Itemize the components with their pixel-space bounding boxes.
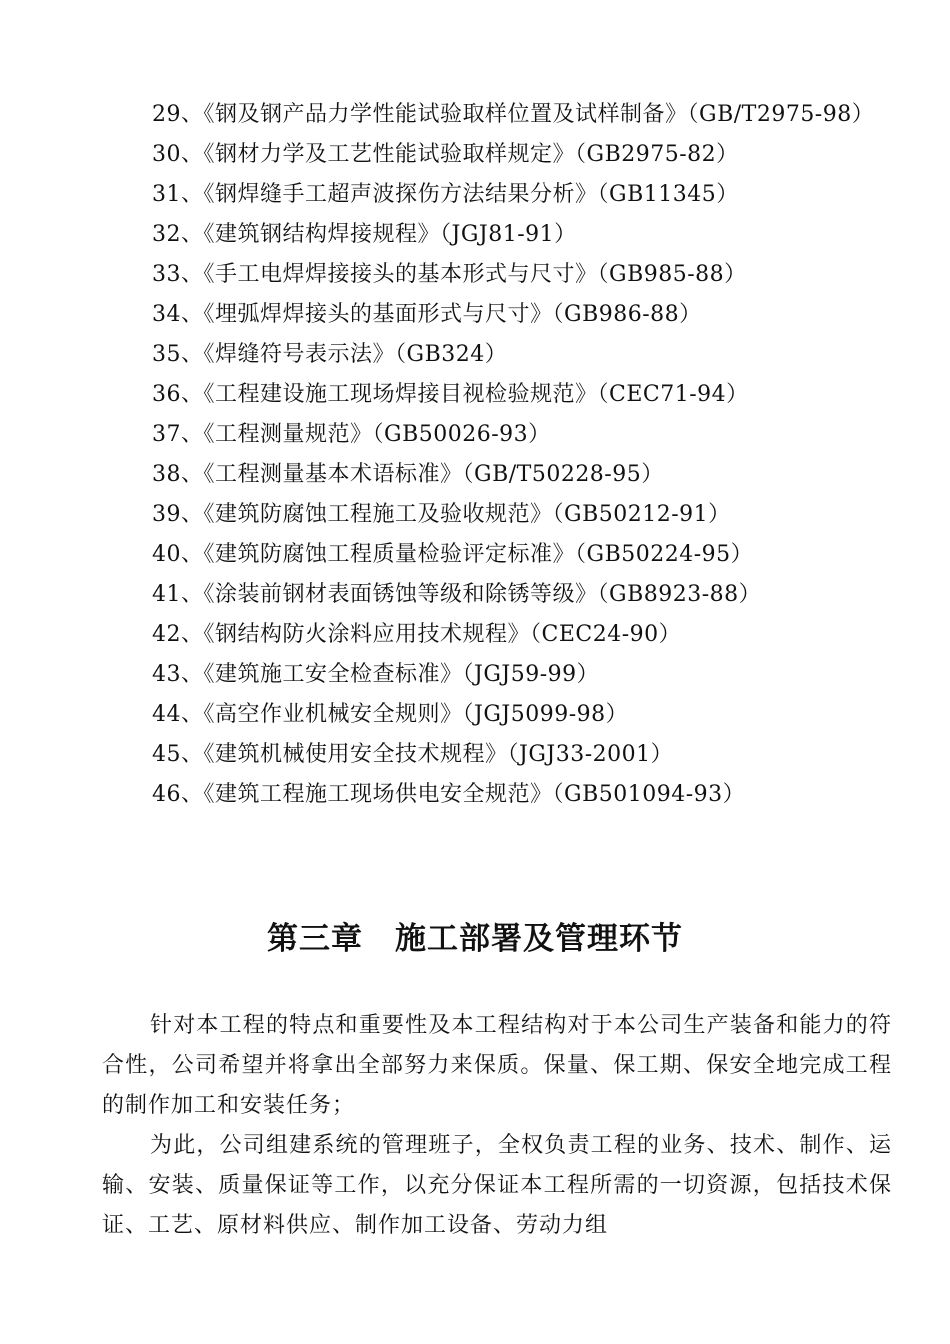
list-item: 31、《钢焊缝手工超声波探伤方法结果分析》（GB11345） bbox=[152, 182, 739, 207]
list-item: 46、《建筑工程施工现场供电安全规范》（GB501094-93） bbox=[152, 782, 746, 807]
list-item: 32、《建筑钢结构焊接规程》（JGJ81-91） bbox=[152, 222, 577, 247]
list-item: 33、《手工电焊焊接接头的基本形式与尺寸》（GB985-88） bbox=[152, 262, 747, 287]
list-item: 40、《建筑防腐蚀工程质量检验评定标准》（GB50224-95） bbox=[152, 542, 754, 567]
standards-list bbox=[102, 95, 902, 815]
list-item: 36、《工程建设施工现场焊接目视检验规范》（CEC71-94） bbox=[152, 382, 749, 407]
list-item: 42、《钢结构防火涂料应用技术规程》（CEC24-90） bbox=[152, 622, 682, 647]
list-item: 45、《建筑机械使用安全技术规程》（JGJ33-2001） bbox=[152, 742, 674, 767]
body-text bbox=[102, 1006, 892, 1246]
list-item: 34、《埋弧焊焊接头的基面形式与尺寸》（GB986-88） bbox=[152, 302, 702, 327]
list-item: 41、《涂装前钢材表面锈蚀等级和除锈等级》（GB8923-88） bbox=[152, 582, 762, 607]
list-item: 38、《工程测量基本术语标准》（GB/T50228-95） bbox=[152, 462, 664, 487]
list-item: 37、《工程测量规范》（GB50026-93） bbox=[152, 422, 551, 447]
list-item: 43、《建筑施工安全检查标准》（JGJ59-99） bbox=[152, 662, 600, 687]
chapter-title: 第三章 施工部署及管理环节 bbox=[267, 921, 683, 957]
paragraph: 针对本工程的特点和重要性及本工程结构对于本公司生产装备和能力的符合性，公司希望并将拿出全部努力来保质。保量、保工期、保安全地完成工程的制作加工和安装任务； bbox=[102, 1013, 892, 1118]
list-item: 35、《焊缝符号表示法》（GB324） bbox=[152, 342, 508, 367]
list-item: 39、《建筑防腐蚀工程施工及验收规范》（GB50212-91） bbox=[152, 502, 731, 527]
paragraph: 为此，公司组建系统的管理班子，全权负责工程的业务、技术、制作、运输、安装、质量保证等工作，以充分保证本工程所需的一切资源，包括技术保证、工艺、原材料供应、制作加工设备、劳动力组 bbox=[102, 1133, 892, 1238]
list-item: 44、《高空作业机械安全规则》（JGJ5099-98） bbox=[152, 702, 629, 727]
list-item: 29、《钢及钢产品力学性能试验取样位置及试样制备》（GB/T2975-98） bbox=[152, 102, 875, 127]
list-item: 30、《钢材力学及工艺性能试验取样规定》（GB2975-82） bbox=[152, 142, 739, 167]
